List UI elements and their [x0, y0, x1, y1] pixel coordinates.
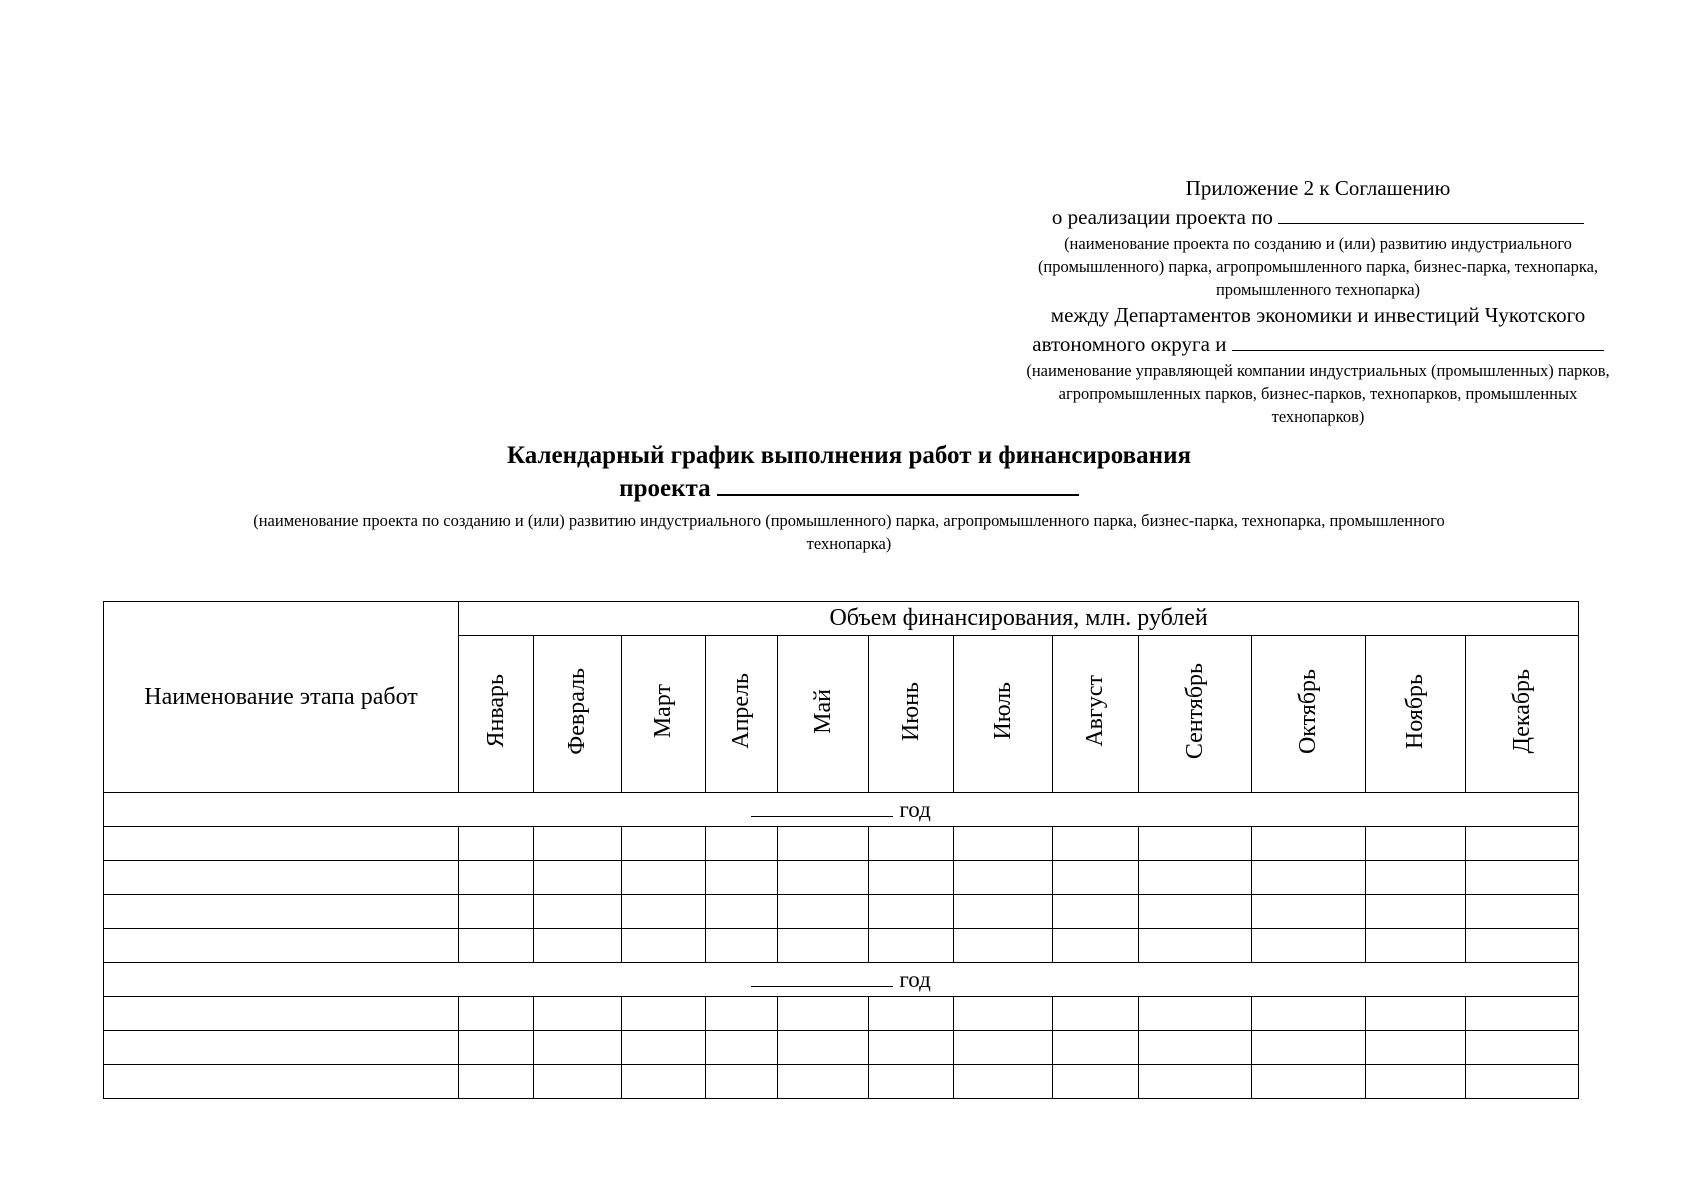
funding-cell [706, 997, 778, 1031]
funding-cell [778, 861, 869, 895]
funding-cell [534, 827, 622, 861]
month-label: Февраль [564, 667, 590, 755]
funding-cell [459, 929, 534, 963]
funding-cell [1139, 827, 1252, 861]
month-header [1252, 636, 1366, 793]
funding-cell [869, 1065, 954, 1099]
month-label: Июль [989, 682, 1016, 740]
funding-cell [954, 827, 1053, 861]
funding-cell [1366, 929, 1466, 963]
funding-cell [1466, 929, 1579, 963]
document-title-block [0, 440, 1698, 555]
funding-cell [459, 997, 534, 1031]
funding-cell [869, 1031, 954, 1065]
funding-cell [1366, 1065, 1466, 1099]
month-header [1053, 636, 1139, 793]
funding-cell [778, 929, 869, 963]
appendix-note-1a: (наименование проекта по созданию и (или) развитию индустриального [1064, 234, 1572, 253]
funding-cell [1053, 1031, 1139, 1065]
funding-cell [1139, 1031, 1252, 1065]
funding-cell [1466, 861, 1579, 895]
funding-cell [1366, 997, 1466, 1031]
funding-cell [459, 895, 534, 929]
document-title: Календарный график выполнения работ и финансирования [506, 442, 1192, 469]
header-row-1 [104, 602, 1579, 636]
funding-cell [706, 1065, 778, 1099]
year-section-cell [104, 793, 1579, 827]
year-blank [751, 796, 893, 817]
funding-cell [1139, 861, 1252, 895]
funding-cell [869, 861, 954, 895]
funding-cell [1466, 1065, 1579, 1099]
funding-cell [954, 895, 1053, 929]
funding-cell [622, 1031, 706, 1065]
month-header [1139, 636, 1252, 793]
month-header [1366, 636, 1466, 793]
year-section-row [104, 793, 1579, 827]
stage-name-cell [104, 997, 459, 1031]
title-note-line-2: технопарка) [806, 534, 892, 553]
month-header [534, 636, 622, 793]
title-note-line-1: (наименование проекта по созданию и (или) развитию индустриального (промышленного) парка, агропромышленного парка, бизнес-парка, технопарка, промышленного [253, 511, 1445, 530]
appendix-note-2a: (наименование управляющей компании индустриальных (промышленных) парков, [1026, 361, 1610, 380]
funding-cell [1366, 861, 1466, 895]
year-label: год [899, 967, 931, 992]
funding-cell [534, 929, 622, 963]
table-row [104, 861, 1579, 895]
funding-cell [622, 827, 706, 861]
appendix-title: Приложение 2 к Соглашению [1185, 176, 1451, 200]
funding-cell [1139, 1065, 1252, 1099]
funding-cell [1466, 895, 1579, 929]
year-section-cell [104, 963, 1579, 997]
appendix-note-1b: (промышленного) парка, агропромышленного парка, бизнес-парка, технопарка, [1037, 257, 1599, 276]
appendix-note-2c: технопарков) [1271, 407, 1365, 426]
project-name-blank [1278, 205, 1584, 224]
funding-cell [954, 1065, 1053, 1099]
month-header [869, 636, 954, 793]
month-header [706, 636, 778, 793]
schedule-table [103, 601, 1579, 1099]
funding-cell [1252, 895, 1366, 929]
table-row [104, 997, 1579, 1031]
month-label: Апрель [728, 673, 754, 749]
month-header [622, 636, 706, 793]
funding-cell [622, 997, 706, 1031]
month-label: Март [650, 684, 676, 739]
funding-cell [869, 895, 954, 929]
funding-header: Объем финансирования, млн. рублей [459, 602, 1579, 636]
funding-cell [778, 1065, 869, 1099]
funding-cell [1139, 929, 1252, 963]
funding-cell [1053, 861, 1139, 895]
funding-cell [1252, 861, 1366, 895]
funding-cell [954, 929, 1053, 963]
title-note [0, 509, 1698, 555]
appendix-parties-line: между Департаментов экономики и инвестиций Чукотского [1050, 303, 1586, 327]
funding-cell [1466, 827, 1579, 861]
funding-cell [869, 997, 954, 1031]
funding-cell [1466, 1031, 1579, 1065]
table-row [104, 827, 1579, 861]
funding-cell [954, 1031, 1053, 1065]
funding-cell [1252, 1031, 1366, 1065]
funding-cell [1053, 929, 1139, 963]
funding-cell [1053, 827, 1139, 861]
stage-name-header: Наименование этапа работ [104, 602, 459, 793]
stage-name-cell [104, 1031, 459, 1065]
funding-cell [534, 861, 622, 895]
funding-cell [534, 997, 622, 1031]
funding-cell [1053, 1065, 1139, 1099]
month-header [1466, 636, 1579, 793]
funding-cell [622, 1065, 706, 1099]
funding-cell [1053, 997, 1139, 1031]
funding-cell [869, 929, 954, 963]
funding-cell [706, 827, 778, 861]
appendix-header [918, 174, 1698, 428]
month-label: Август [1082, 675, 1108, 747]
company-name-blank [1232, 332, 1604, 351]
funding-cell [1252, 1065, 1366, 1099]
funding-cell [1139, 895, 1252, 929]
title-project-label: проекта [619, 475, 711, 502]
funding-cell [459, 1065, 534, 1099]
appendix-note-1c: промышленного технопарка) [1215, 280, 1421, 299]
month-label: Январь [482, 674, 509, 748]
stage-name-cell [104, 827, 459, 861]
funding-cell [459, 827, 534, 861]
funding-cell [1366, 827, 1466, 861]
stage-name-cell [104, 1065, 459, 1099]
month-label: Октябрь [1295, 668, 1321, 754]
funding-cell [459, 1031, 534, 1065]
funding-cell [534, 1031, 622, 1065]
funding-cell [1466, 997, 1579, 1031]
year-label: год [899, 797, 931, 822]
funding-cell [1252, 997, 1366, 1031]
table-row [104, 895, 1579, 929]
funding-cell [706, 895, 778, 929]
table-row [104, 929, 1579, 963]
year-section-row [104, 963, 1579, 997]
funding-cell [778, 895, 869, 929]
funding-cell [1053, 895, 1139, 929]
funding-cell [459, 861, 534, 895]
funding-cell [534, 1065, 622, 1099]
funding-cell [954, 997, 1053, 1031]
month-header [778, 636, 869, 793]
funding-cell [778, 997, 869, 1031]
appendix-project-line [918, 203, 1698, 232]
funding-cell [869, 827, 954, 861]
month-label: Сентябрь [1181, 663, 1208, 760]
title-project-blank [717, 472, 1079, 496]
funding-cell [778, 1031, 869, 1065]
funding-cell [778, 827, 869, 861]
appendix-company-label: автономного округа и [1032, 332, 1227, 356]
funding-cell [1366, 895, 1466, 929]
month-label: Июнь [897, 681, 924, 741]
month-header [954, 636, 1053, 793]
document-title-project [0, 472, 1698, 505]
appendix-project-label: о реализации проекта по [1051, 205, 1273, 229]
funding-cell [1252, 929, 1366, 963]
funding-cell [706, 861, 778, 895]
stage-name-cell [104, 895, 459, 929]
funding-cell [622, 861, 706, 895]
stage-name-cell [104, 929, 459, 963]
month-header [459, 636, 534, 793]
month-label: Ноябрь [1402, 673, 1428, 749]
funding-cell [622, 895, 706, 929]
funding-cell [954, 861, 1053, 895]
appendix-note-2b: агропромышленных парков, бизнес-парков, технопарков, промышленных [1058, 384, 1578, 403]
funding-cell [1366, 1031, 1466, 1065]
funding-cell [706, 929, 778, 963]
funding-cell [1252, 827, 1366, 861]
funding-cell [1139, 997, 1252, 1031]
table-row [104, 1031, 1579, 1065]
month-label: Декабрь [1508, 668, 1535, 754]
appendix-company-line [918, 330, 1698, 359]
table-row [104, 1065, 1579, 1099]
funding-cell [622, 929, 706, 963]
funding-cell [534, 895, 622, 929]
year-blank [751, 966, 893, 987]
funding-cell [706, 1031, 778, 1065]
month-label: Май [809, 688, 836, 734]
stage-name-cell [104, 861, 459, 895]
